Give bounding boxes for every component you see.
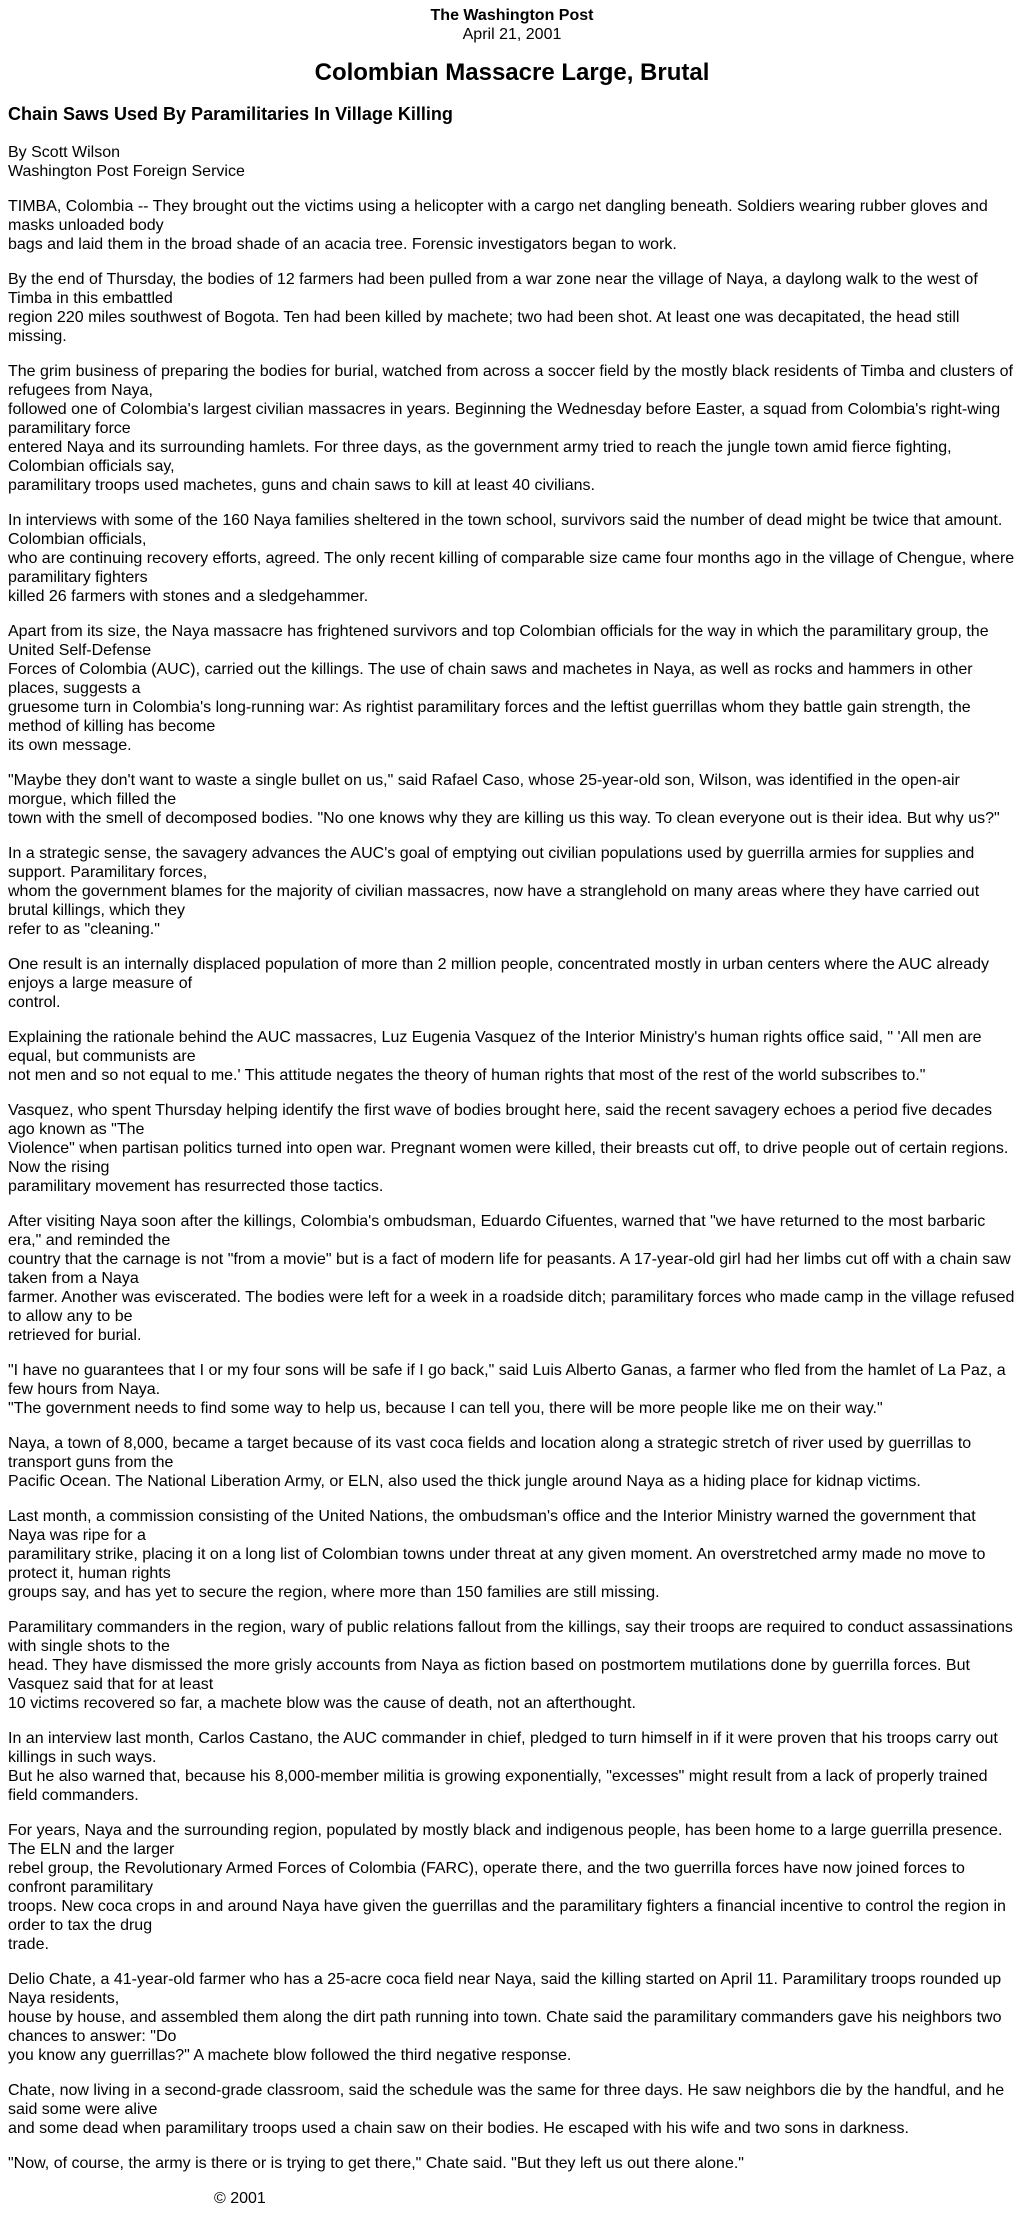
paragraph-line: Paramilitary commanders in the region, wary of public relations fallout from the killings, say their troops are required to conduct assassinations with single shots to the — [8, 1619, 1013, 1655]
article-paragraph — [8, 1507, 1016, 1602]
article-paragraph — [8, 1101, 1016, 1196]
article-paragraph — [8, 2154, 1016, 2173]
article-paragraph — [8, 1821, 1016, 1954]
paragraph-line: Pacific Ocean. The National Liberation Army, or ELN, also used the thick jungle around Naya as a hiding place for kidnap victims. — [8, 1473, 921, 1490]
paragraph-line: Forces of Colombia (AUC), carried out the killings. The use of chain saws and machetes in Naya, as well as rocks and hammers in other places, suggests a — [8, 661, 973, 697]
paragraph-line: "Maybe they don't want to waste a single bullet on us," said Rafael Caso, whose 25-year-old son, Wilson, was identified in the open-air morgue, which filled the — [8, 772, 960, 808]
paragraph-line: For years, Naya and the surrounding region, populated by mostly black and indigenous people, has been home to a large guerrilla presence. The ELN and the larger — [8, 1822, 1003, 1858]
paragraph-line: you know any guerrillas?" A machete blow followed the third negative response. — [8, 2047, 572, 2064]
paragraph-line: retrieved for burial. — [8, 1327, 142, 1344]
paragraph-line: gruesome turn in Colombia's long-running war: As rightist paramilitary forces and the leftist guerrillas whom they battle gain strength, the method of killing has become — [8, 699, 971, 735]
paragraph-line: Explaining the rationale behind the AUC massacres, Luz Eugenia Vasquez of the Interior Ministry's human rights office said, " 'All men are equal, but communists are — [8, 1029, 982, 1065]
paragraph-line: Apart from its size, the Naya massacre has frightened survivors and top Colombian officials for the way in which the paramilitary group, the United Self-Defense — [8, 623, 989, 659]
article-paragraph — [8, 1434, 1016, 1491]
paragraph-line: farmer. Another was eviscerated. The bodies were left for a week in a roadside ditch; paramilitary forces who made camp in the village refused to allow any to be — [8, 1289, 1015, 1325]
publication-date: April 21, 2001 — [462, 26, 562, 43]
byline-service: Washington Post Foreign Service — [8, 163, 245, 180]
paragraph-line: "Now, of course, the army is there or is trying to get there," Chate said. "But they left us out there alone." — [8, 2155, 744, 2172]
article-paragraph — [8, 362, 1016, 495]
article-paragraph — [8, 511, 1016, 606]
paragraph-line: The grim business of preparing the bodies for burial, watched from across a soccer field by the mostly black residents of Timba and clusters of refugees from Naya, — [8, 363, 1013, 399]
copyright-notice: © 2001 — [214, 2190, 266, 2207]
paragraph-line: paramilitary troops used machetes, guns and chain saws to kill at least 40 civilians. — [8, 477, 595, 494]
article-paragraph — [8, 1028, 1016, 1085]
article-paragraph — [8, 955, 1016, 1012]
article-paragraph — [8, 197, 1016, 254]
paragraph-line: TIMBA, Colombia -- They brought out the victims using a helicopter with a cargo net dangling beneath. Soldiers wearing rubber gloves and masks unloaded body — [8, 198, 988, 234]
paragraph-line: trade. — [8, 1936, 49, 1953]
paragraph-line: groups say, and has yet to secure the region, where more than 150 families are still missing. — [8, 1584, 660, 1601]
paragraph-line: By the end of Thursday, the bodies of 12 farmers had been pulled from a war zone near the village of Naya, a daylong walk to the west of Timba in this embattled — [8, 271, 978, 307]
paragraph-line: Last month, a commission consisting of the United Nations, the ombudsman's office and the Interior Ministry warned the government that Naya was ripe for a — [8, 1508, 976, 1544]
article-paragraph — [8, 844, 1016, 939]
byline — [8, 143, 1016, 181]
article-paragraph — [8, 270, 1016, 346]
paragraph-line: country that the carnage is not "from a movie" but is a fact of modern life for peasants. A 17-year-old girl had her limbs cut off with a chain saw taken from a Naya — [8, 1251, 1011, 1287]
paragraph-line: troops. New coca crops in and around Naya have given the guerrillas and the paramilitary fighters a financial incentive to control the region in order to tax the drug — [8, 1898, 1006, 1934]
article-paragraph — [8, 1212, 1016, 1345]
paragraph-line: and some dead when paramilitary troops used a chain saw on their bodies. He escaped with his wife and two sons in darkness. — [8, 2120, 909, 2137]
paragraph-line: After visiting Naya soon after the killings, Colombia's ombudsman, Eduardo Cifuentes, warned that "we have returned to the most barbaric era," and reminded the — [8, 1213, 986, 1249]
paragraph-line: Vasquez, who spent Thursday helping identify the first wave of bodies brought here, said the recent savagery echoes a period five decades ago known as "The — [8, 1102, 993, 1138]
article-paragraph — [8, 1729, 1016, 1805]
paragraph-line: rebel group, the Revolutionary Armed Forces of Colombia (FARC), operate there, and the two guerrilla forces have now joined forces to confront paramilitary — [8, 1860, 965, 1896]
paragraph-line: paramilitary movement has resurrected those tactics. — [8, 1178, 384, 1195]
article-body — [8, 197, 1016, 2173]
paragraph-line: One result is an internally displaced population of more than 2 million people, concentrated mostly in urban centers where the AUC already enjoys a large measure of — [8, 956, 989, 992]
article-paragraph — [8, 1361, 1016, 1418]
paragraph-line: whom the government blames for the majority of civilian massacres, now have a stranglehold on many areas where they have carried out brutal killings, which they — [8, 883, 980, 919]
paragraph-line: bags and laid them in the broad shade of an acacia tree. Forensic investigators began to work. — [8, 236, 677, 253]
article-paragraph — [8, 1618, 1016, 1713]
paragraph-line: head. They have dismissed the more grisly accounts from Naya as fiction based on postmortem mutilations done by guerrilla forces. But Vasquez said that for at least — [8, 1657, 970, 1693]
paragraph-line: paramilitary strike, placing it on a long list of Colombian towns under threat at any given moment. An overstretched army made no move to protect it, human rights — [8, 1546, 986, 1582]
masthead — [8, 6, 1016, 44]
paragraph-line: town with the smell of decomposed bodies. "No one knows why they are killing us this way. To clean everyone out is their idea. But why us?" — [8, 810, 1000, 827]
paragraph-line: But he also warned that, because his 8,000-member militia is growing exponentially, "excesses" might result from a lack of properly trained field commanders. — [8, 1768, 988, 1804]
paragraph-line: "I have no guarantees that I or my four sons will be safe if I go back," said Luis Alberto Ganas, a farmer who fled from the hamlet of La Paz, a few hours from Naya. — [8, 1362, 1006, 1398]
paragraph-line: Chate, now living in a second-grade classroom, said the schedule was the same for three days. He saw neighbors die by the handful, and he said some were alive — [8, 2082, 1005, 2118]
paragraph-line: "The government needs to find some way to help us, because I can tell you, there will be more people like me on their way." — [8, 1400, 883, 1417]
paragraph-line: not men and so not equal to me.' This attitude negates the theory of human rights that most of the rest of the world subscribes to." — [8, 1067, 926, 1084]
publication-name: The Washington Post — [430, 7, 594, 24]
paragraph-line: control. — [8, 994, 61, 1011]
paragraph-line: In a strategic sense, the savagery advances the AUC's goal of emptying out civilian populations used by guerrilla armies for supplies and support. Paramilitary forces, — [8, 845, 975, 881]
paragraph-line: entered Naya and its surrounding hamlets. For three days, as the government army tried to reach the jungle town amid fierce fighting, Colombian officials say, — [8, 439, 952, 475]
paragraph-line: Delio Chate, a 41-year-old farmer who has a 25-acre coca field near Naya, said the killing started on April 11. Paramilitary troops rounded up Naya residents, — [8, 1971, 1002, 2007]
paragraph-line: 10 victims recovered so far, a machete blow was the cause of death, not an afterthought. — [8, 1695, 636, 1712]
article-paragraph — [8, 2081, 1016, 2138]
paragraph-line: house by house, and assembled them along the dirt path running into town. Chate said the paramilitary commanders gave his neighbors two chances to answer: "Do — [8, 2009, 1002, 2045]
paragraph-line: killed 26 farmers with stones and a sledgehammer. — [8, 588, 369, 605]
subheadline: Chain Saws Used By Paramilitaries In Village Killing — [8, 104, 453, 124]
article-paragraph — [8, 1970, 1016, 2065]
paragraph-line: Naya, a town of 8,000, became a target because of its vast coca fields and location along a strategic stretch of river used by guerrillas to transport guns from the — [8, 1435, 972, 1471]
headline: Colombian Massacre Large, Brutal — [314, 59, 710, 86]
paragraph-line: Violence" when partisan politics turned into open war. Pregnant women were killed, their breasts cut off, to drive people out of certain regions. Now the rising — [8, 1140, 1009, 1176]
paragraph-line: who are continuing recovery efforts, agreed. The only recent killing of comparable size came four months ago in the village of Chengue, where paramilitary fighters — [8, 550, 1015, 586]
paragraph-line: refer to as "cleaning." — [8, 921, 160, 938]
paragraph-line: its own message. — [8, 737, 132, 754]
byline-author: By Scott Wilson — [8, 144, 121, 161]
paragraph-line: In interviews with some of the 160 Naya families sheltered in the town school, survivors said the number of dead might be twice that amount. Colombian officials, — [8, 512, 1003, 548]
article-paragraph — [8, 622, 1016, 755]
paragraph-line: In an interview last month, Carlos Castano, the AUC commander in chief, pledged to turn himself in if it were proven that his troops carry out killings in such ways. — [8, 1730, 998, 1766]
article-paragraph — [8, 771, 1016, 828]
paragraph-line: region 220 miles southwest of Bogota. Ten had been killed by machete; two had been shot. At least one was decapitated, the head still missing. — [8, 309, 960, 345]
paragraph-line: followed one of Colombia's largest civilian massacres in years. Beginning the Wednesday before Easter, a squad from Colombia's right-wing paramilitary force — [8, 401, 1001, 437]
